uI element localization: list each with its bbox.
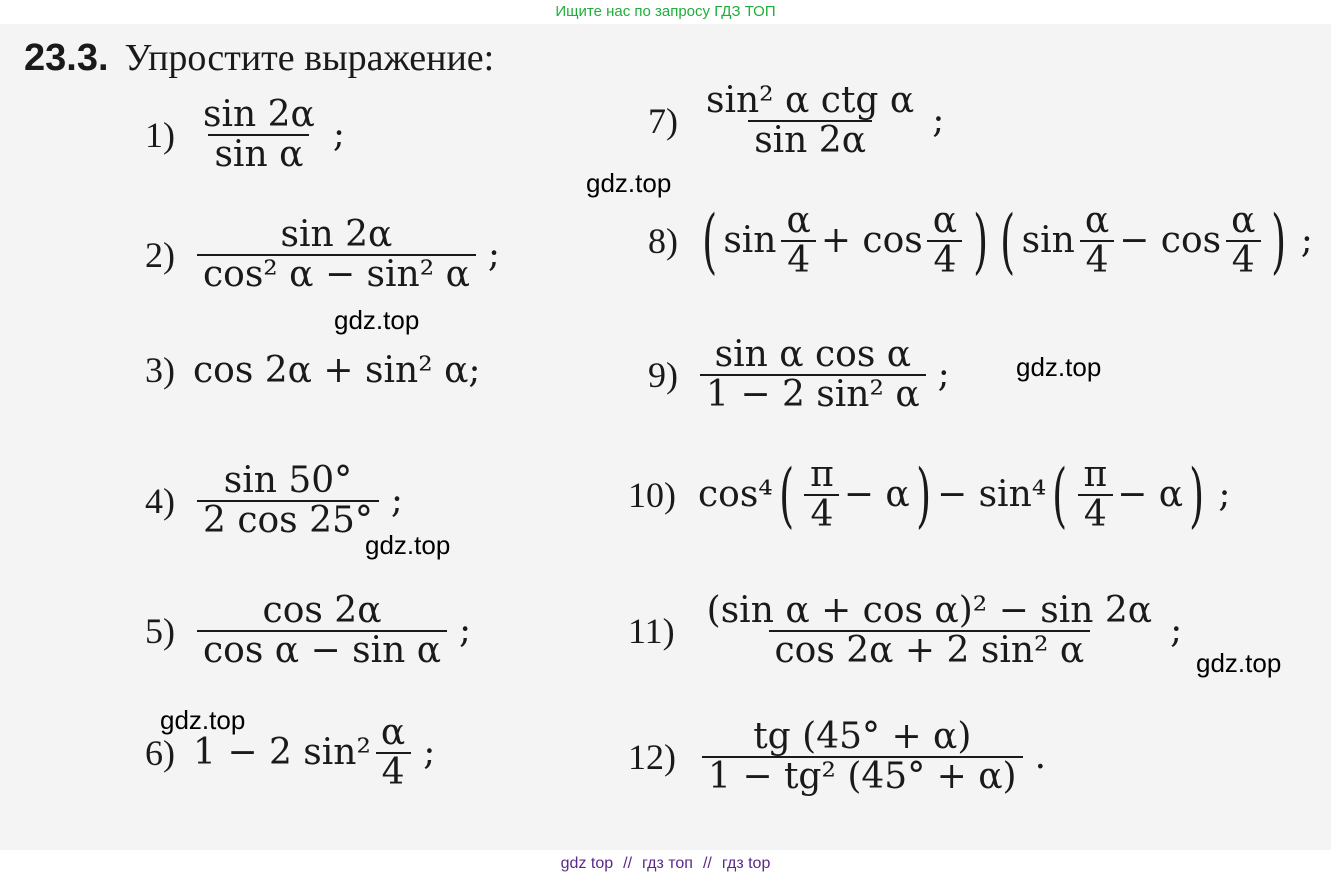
numerator: α xyxy=(786,200,811,241)
task-label: 3) xyxy=(145,350,175,390)
task-label: 4) xyxy=(145,480,175,521)
task-label: 6) xyxy=(145,732,175,773)
fraction xyxy=(1079,202,1115,280)
fraction xyxy=(197,592,447,670)
task-label: 11) xyxy=(628,610,675,651)
fraction xyxy=(701,592,1158,670)
exercise-number: 23.3. xyxy=(24,37,109,79)
denominator: cos² α − sin² α xyxy=(197,254,476,294)
term: − α xyxy=(1117,474,1184,516)
denominator: 4 xyxy=(804,494,839,534)
task-8 xyxy=(648,199,1313,282)
task-3 xyxy=(145,349,481,391)
task-label: 1) xyxy=(145,114,175,155)
task-4 xyxy=(145,462,403,540)
punctuation: ; xyxy=(423,732,436,774)
fraction xyxy=(781,202,817,280)
denominator: cos α − sin α xyxy=(197,630,447,670)
right-paren: ) xyxy=(915,453,931,536)
denominator: 4 xyxy=(1078,494,1113,534)
numerator: α xyxy=(380,712,406,753)
denominator: 4 xyxy=(1080,240,1115,280)
expression: cos 2α + sin² α; xyxy=(193,349,481,391)
top-banner: Ищите нас по запросу ГДЗ ТОП xyxy=(555,3,776,20)
numerator: π xyxy=(810,454,834,495)
numerator: α xyxy=(932,200,958,241)
footer-separator: // xyxy=(623,855,633,872)
right-paren: ) xyxy=(1271,199,1287,282)
task-10 xyxy=(628,453,1231,536)
footer-link[interactable]: гдз top xyxy=(721,855,771,872)
task-label: 9) xyxy=(648,354,678,395)
expression xyxy=(696,199,1293,282)
numerator: (sin α + cos α)² − sin 2α xyxy=(706,590,1153,631)
task-label: 2) xyxy=(145,234,175,275)
left-paren: ( xyxy=(778,453,794,536)
denominator: sin α xyxy=(208,134,309,174)
watermark: gdz.top xyxy=(160,705,246,735)
punctuation: . xyxy=(1034,736,1047,778)
watermark: gdz.top xyxy=(1196,648,1282,678)
denominator: 1 − tg² (45° + α) xyxy=(702,756,1023,796)
left-paren: ( xyxy=(702,199,718,282)
left-paren: ( xyxy=(1000,199,1016,282)
denominator: 4 xyxy=(781,240,816,280)
right-paren: ) xyxy=(1189,453,1205,536)
watermark: gdz.top xyxy=(334,305,420,335)
fraction xyxy=(804,456,840,534)
exercise-heading xyxy=(24,36,494,80)
fraction xyxy=(702,718,1023,796)
numerator: α xyxy=(1231,200,1256,241)
footer-separator: // xyxy=(702,855,712,872)
term: − α xyxy=(843,474,910,516)
term: − cos xyxy=(1119,220,1222,262)
punctuation: ; xyxy=(1300,220,1313,262)
numerator: sin α cos α xyxy=(714,334,912,375)
task-label: 10) xyxy=(628,474,676,515)
task-5 xyxy=(145,592,471,670)
term: sin xyxy=(1021,220,1075,262)
denominator: 2 cos 25° xyxy=(197,500,379,540)
punctuation: ; xyxy=(1218,474,1231,516)
numerator: sin² α ctg α xyxy=(706,80,915,121)
fraction xyxy=(197,462,379,540)
fraction xyxy=(197,96,321,174)
task-label: 7) xyxy=(648,100,678,141)
task-7 xyxy=(648,82,944,160)
task-label: 8) xyxy=(648,220,678,261)
footer xyxy=(0,850,1331,878)
expression-prefix: 1 − 2 sin² xyxy=(193,732,371,774)
denominator: 4 xyxy=(1226,240,1261,280)
fraction xyxy=(1225,202,1261,280)
punctuation: ; xyxy=(487,234,501,276)
numerator: sin 2α xyxy=(280,214,393,255)
fraction xyxy=(197,216,476,294)
fraction xyxy=(927,202,963,280)
term: sin xyxy=(723,220,777,262)
watermark: gdz.top xyxy=(1016,352,1102,382)
fraction xyxy=(1078,456,1114,534)
punctuation: ; xyxy=(459,610,472,652)
numerator: tg (45° + α) xyxy=(753,716,972,757)
numerator: cos 2α xyxy=(262,590,382,631)
task-12 xyxy=(628,718,1046,796)
task-1 xyxy=(145,96,345,174)
expression xyxy=(698,453,1210,536)
watermark: gdz.top xyxy=(365,530,451,560)
right-paren: ) xyxy=(973,199,989,282)
fraction xyxy=(700,82,920,160)
task-label: 5) xyxy=(145,610,175,651)
task-label: 12) xyxy=(628,736,676,777)
term: − sin⁴ xyxy=(936,474,1047,516)
punctuation: ; xyxy=(937,354,950,396)
numerator: π xyxy=(1083,454,1108,495)
denominator: sin 2α xyxy=(748,120,872,160)
denominator: 4 xyxy=(927,240,962,280)
left-paren: ( xyxy=(1052,453,1068,536)
denominator: cos 2α + 2 sin² α xyxy=(769,630,1091,670)
punctuation: ; xyxy=(390,480,404,522)
denominator: 4 xyxy=(376,752,411,792)
punctuation: ; xyxy=(1170,610,1183,652)
numerator: α xyxy=(1084,200,1110,241)
fraction xyxy=(375,714,411,792)
fraction xyxy=(700,336,926,414)
punctuation: ; xyxy=(332,114,345,156)
task-2 xyxy=(145,216,500,294)
task-11 xyxy=(628,592,1182,670)
numerator: sin 2α xyxy=(203,94,315,135)
punctuation: ; xyxy=(932,100,945,142)
task-9 xyxy=(648,336,950,414)
term: cos⁴ xyxy=(698,474,773,516)
term: + cos xyxy=(820,220,923,262)
denominator: 1 − 2 sin² α xyxy=(700,374,926,414)
exercise-instruction: Упростите выражение: xyxy=(124,37,495,79)
footer-link[interactable]: gdz top xyxy=(560,855,614,872)
footer-link[interactable]: гдз топ xyxy=(642,855,693,872)
numerator: sin 50° xyxy=(223,460,353,501)
watermark: gdz.top xyxy=(586,168,672,198)
